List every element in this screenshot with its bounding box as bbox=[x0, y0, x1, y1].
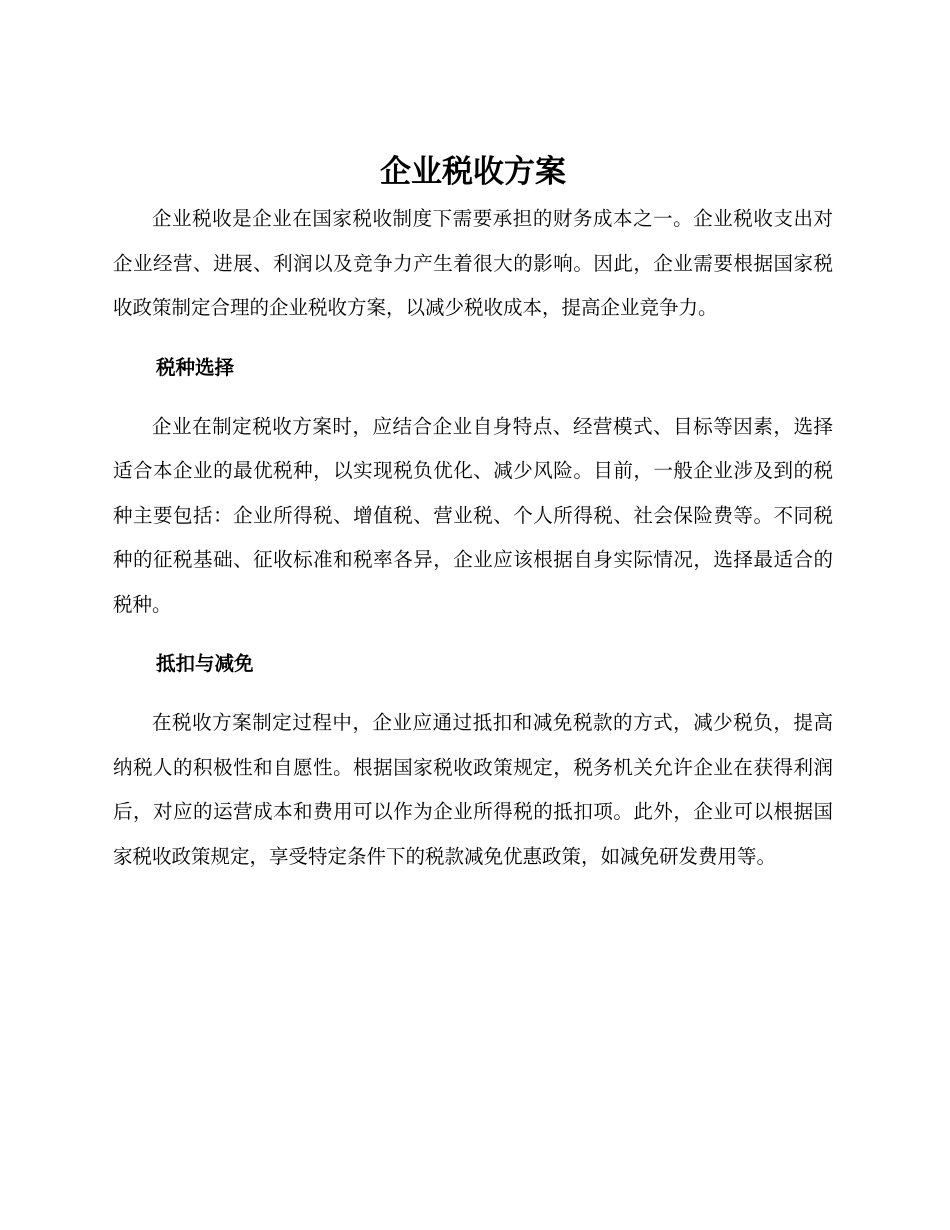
intro-paragraph: 企业税收是企业在国家税收制度下需要承担的财务成本之一。企业税收支出对企业经营、进展、利润以及竞争力产生着很大的影响。因此，企业需要根据国家税收政策制定合理的企业税收方案，以减少税收成本，提高企业竞争力。 bbox=[113, 207, 833, 319]
section-body-deduction: 在税收方案制定过程中，企业应通过抵扣和减免税款的方式，减少税负，提高纳税人的积极性和自愿性。根据国家税收政策规定，税务机关允许企业在获得利润后，对应的运营成本和费用可以作为企业所得税的抵扣项。此外，企业可以根据国家税收政策规定，享受特定条件下的税款减免优惠政策，如减免研发费用等。 bbox=[113, 711, 833, 868]
document-page bbox=[113, 150, 833, 879]
section-body-tax-selection: 企业在制定税收方案时，应结合企业自身特点、经营模式、目标等因素，选择适合本企业的最优税种，以实现税负优化、减少风险。目前，一般企业涉及到的税种主要包括：企业所得税、增值税、营业税、个人所得税、社会保险费等。不同税种的征税基础、征收标准和税率各异，企业应该根据自身实际情况，选择最适合的税种。 bbox=[113, 414, 833, 616]
document-title: 企业税收方案 bbox=[380, 154, 566, 190]
section-heading-deduction: 抵扣与减免 bbox=[156, 652, 254, 675]
section-heading-tax-selection: 税种选择 bbox=[156, 355, 235, 379]
